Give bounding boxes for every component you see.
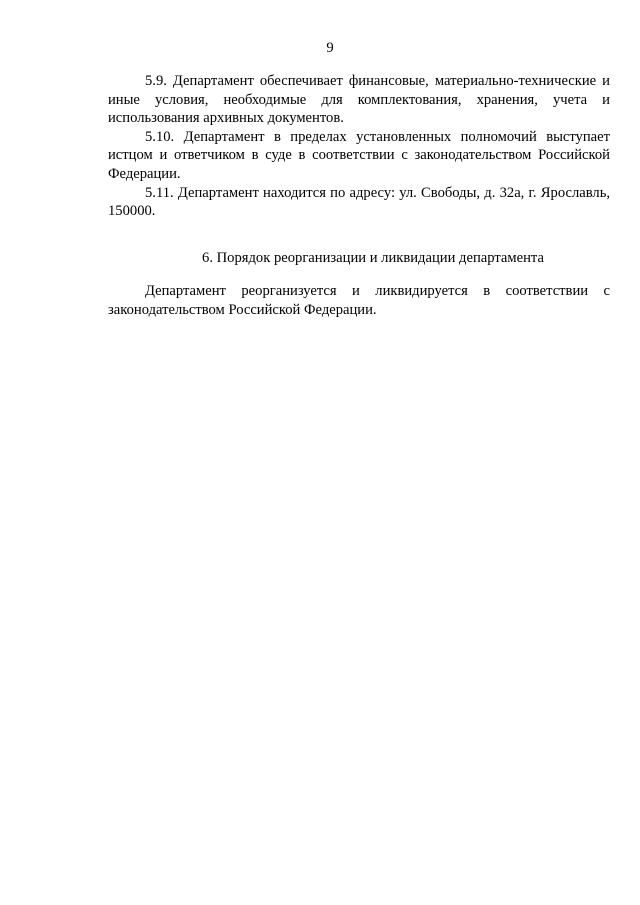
section-6-heading: 6. Порядок реорганизации и ликвидации департамента xyxy=(202,249,544,266)
paragraph-5-10: 5.10. Департамент в пределах установленных полномочий выступает истцом и ответчиком в суде в соответствии с законодательством Российской Федерации. xyxy=(108,128,610,182)
document-body xyxy=(108,72,610,320)
paragraph-5-11: 5.11. Департамент находится по адресу: ул. Свободы, д. 32а, г. Ярославль, 150000. xyxy=(108,184,610,220)
spacer xyxy=(108,221,610,249)
page-number: 9 xyxy=(326,40,334,56)
paragraph-5-9: 5.9. Департамент обеспечивает финансовые, материально-технические и иные условия, необходимые для комплектования, хранения, учета и использования архивных документов. xyxy=(108,73,610,127)
paragraph-6-body: Департамент реорганизуется и ликвидируется в соответствии с законодательством Российской Федерации. xyxy=(108,283,610,318)
spacer xyxy=(108,267,610,282)
